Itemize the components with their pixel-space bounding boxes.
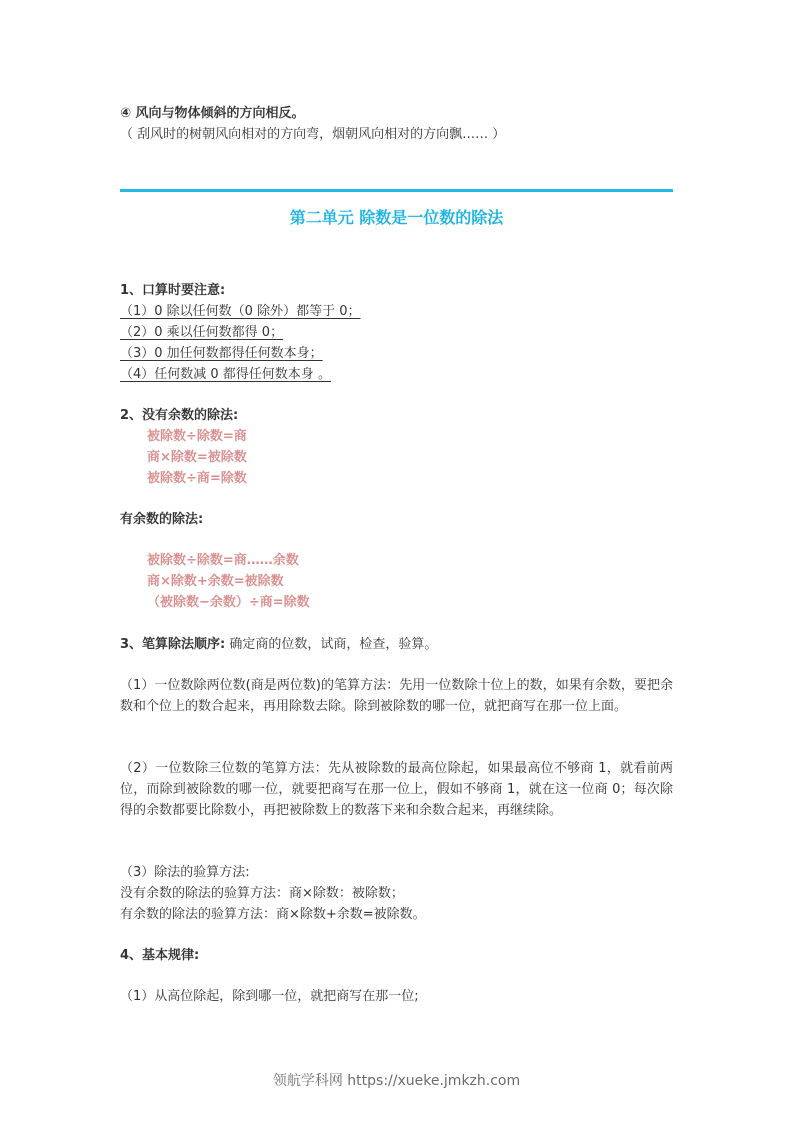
no-remainder-heading: 2、没有余数的除法: (120, 408, 239, 423)
written-division-line (120, 634, 437, 655)
wind-rule-note: （ 刮风时的树朝风向相对的方向弯，烟朝风向相对的方向飘…… ） (120, 127, 506, 142)
oral-calc-item: （2）0 乘以任何数都得 0； (120, 325, 284, 340)
unit-title: 第二单元 除数是一位数的除法 (289, 208, 504, 227)
formula: （被除数−余数）÷商=除数 (147, 595, 310, 610)
two-digit-method-paragraph: （1）一位数除两位数(商是两位数)的笔算方法：先用一位数除十位上的数，如果有余数，要把余数和个位上的数合起来，再用除数去除。除到被除数的哪一位，就把商写在那一位上面。 (120, 678, 673, 714)
oral-calc-item: （4）任何数减 0 都得任何数本身 。 (120, 367, 331, 382)
formula: 被除数÷除数=商……余数 (147, 553, 299, 568)
remainder-heading: 有余数的除法: (120, 512, 204, 527)
section-divider (120, 189, 673, 192)
basic-rule-item: （1）从高位除起，除到哪一位，就把商写在那一位; (120, 989, 419, 1004)
check-with-remainder: 有余数的除法的验算方法：商×除数+余数=被除数。 (120, 907, 426, 922)
formula: 被除数÷商=除数 (147, 471, 247, 486)
formula: 被除数÷除数=商 (147, 429, 247, 444)
oral-calc-item: （3）0 加任何数都得任何数本身； (120, 346, 323, 361)
written-division-steps: 确定商的位数，试商，检查，验算。 (225, 637, 438, 652)
wind-rule-title: ④ 风向与物体倾斜的方向相反。 (120, 106, 305, 121)
footer-watermark: 领航学科网 https://xueke.jmkzh.com (272, 1073, 521, 1089)
basic-rules-heading: 4、基本规律: (120, 948, 200, 963)
oral-calc-heading: 1、口算时要注意: (120, 283, 226, 298)
written-division-heading: 3、笔算除法顺序: (120, 637, 226, 652)
oral-calc-item: （1）0 除以任何数（0 除外）都等于 0； (120, 304, 361, 319)
formula: 商×除数+余数=被除数 (147, 574, 284, 589)
check-no-remainder: 没有余数的除法的验算方法：商×除数：被除数； (120, 886, 404, 901)
formula: 商×除数=被除数 (147, 450, 247, 465)
three-digit-method-paragraph: （2）一位数除三位数的笔算方法：先从被除数的最高位除起，如果最高位不够商 1，就看前两位，而除到被除数的哪一位，就要把商写在那一位上，假如不够商 1，就在这一位商 0；每次除得的余数都要比除数小，再把被除数上的数落下来和余数合起来，再继续除。 (120, 761, 673, 818)
check-method-title: （3）除法的验算方法: (120, 865, 250, 880)
